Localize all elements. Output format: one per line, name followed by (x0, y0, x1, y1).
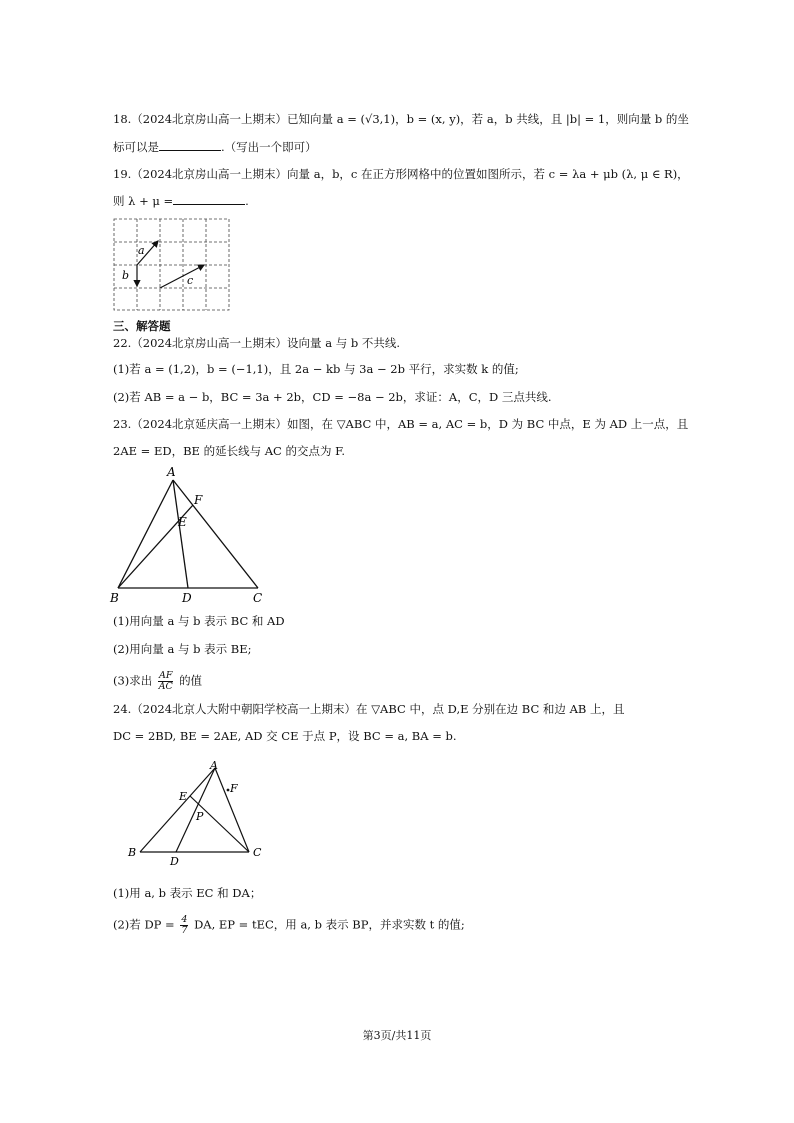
q19-line1: 19.（2024北京房山高一上期末）向量 a，b，c 在正方形网格中的位置如图所示，若 c = λa + μb (λ, μ ∈ R)， (113, 167, 689, 181)
label-b: b (122, 269, 130, 282)
q19-line2-text-b: . (245, 194, 249, 208)
label-D: D (182, 591, 192, 605)
q23-line2: 2AE = ED，BE 的延长线与 AC 的交点为 F. (113, 444, 345, 458)
fraction-numerator: 4 (181, 914, 188, 925)
label-P: P (196, 810, 204, 823)
q23-part2: (2)用向量 a 与 b 表示 BE; (113, 642, 252, 656)
vector-c-arrow (160, 265, 204, 288)
side-AB (140, 768, 215, 852)
page-footer: 第3页/共11页 (362, 1029, 432, 1042)
label-F: F (230, 782, 238, 795)
q19-answer-blank (173, 194, 245, 205)
fraction-numerator: AF (158, 670, 173, 681)
q24-part1: (1)用 a, b 表示 EC 和 DA； (113, 886, 262, 900)
label-F: F (194, 493, 203, 507)
q22-line3: (2)若 AB = a − b，BC = 3a + 2b，CD = −8a − 2b，求证：A，C，D 三点共线. (113, 390, 552, 404)
section-title: 三、解答题 (113, 319, 171, 333)
q18-line2 (113, 139, 317, 155)
q24-triangle-figure (124, 758, 274, 870)
fraction-4-7 (180, 915, 188, 936)
side-AC (215, 768, 249, 852)
label-a: a (138, 244, 145, 257)
q23-part3 (113, 671, 202, 692)
label-C: C (253, 591, 263, 605)
q24-line1: 24.（2024北京人大附中朝阳学校高一上期末）在 ▽ABC 中，点 D,E 分别在边 BC 和边 AB 上，且 (113, 702, 625, 716)
q24-part2 (113, 915, 465, 936)
grid-lines (114, 219, 229, 310)
label-A: A (167, 465, 176, 479)
label-B: B (128, 846, 137, 859)
label-B: B (110, 591, 119, 605)
q19-line2-text-a: 则 λ + μ = (113, 194, 174, 208)
q18-line2-text-a: 标可以是 (113, 140, 159, 154)
q23-part1: (1)用向量 a 与 b 表示 BC 和 AD (113, 614, 285, 628)
q24-part2-text-b: DA, EP = tEC，用 a, b 表示 BP，并求实数 t 的值; (194, 917, 465, 932)
fraction-AF-AC (158, 671, 173, 692)
q23-part3-text-b: 的值 (179, 673, 203, 688)
label-A: A (210, 759, 218, 772)
label-E: E (178, 515, 187, 529)
q24-line2: DC = 2BD, BE = 2AE, AD 交 CE 于点 P，设 BC = a, BA = b. (113, 729, 457, 743)
fraction-denominator: AC (158, 681, 173, 692)
label-E: E (179, 790, 188, 803)
label-c: c (187, 274, 194, 287)
point-F (227, 789, 230, 792)
q18-line2-text-b: .（写出一个即可） (221, 140, 317, 154)
q19-grid-figure (112, 217, 232, 313)
q22-line1: 22.（2024北京房山高一上期末）设向量 a 与 b 不共线. (113, 336, 401, 350)
label-C: C (253, 846, 262, 859)
q24-part2-text-a: (2)若 DP = (113, 917, 175, 932)
q18-answer-blank (159, 140, 221, 151)
q18-line1: 18.（2024北京房山高一上期末）已知向量 a = (√3,1)，b = (x, y)，若 a，b 共线，且 |b| = 1，则向量 b 的坐 (113, 112, 689, 126)
q19-line2 (113, 193, 249, 209)
label-D: D (170, 855, 179, 868)
q23-line1: 23.（2024北京延庆高一上期末）如图，在 ▽ABC 中，AB = a, AC = b，D 为 BC 中点，E 为 AD 上一点，且 (113, 417, 689, 431)
fraction-denominator: 7 (181, 925, 188, 936)
side-AB (118, 480, 173, 588)
q23-triangle-figure (108, 462, 268, 606)
segment-CE (190, 796, 249, 852)
q23-part3-text-a: (3)求出 (113, 673, 153, 688)
q22-line2: (1)若 a = (1,2)，b = (−1,1)，且 2a − kb 与 3a − 2b 平行，求实数 k 的值; (113, 362, 519, 376)
